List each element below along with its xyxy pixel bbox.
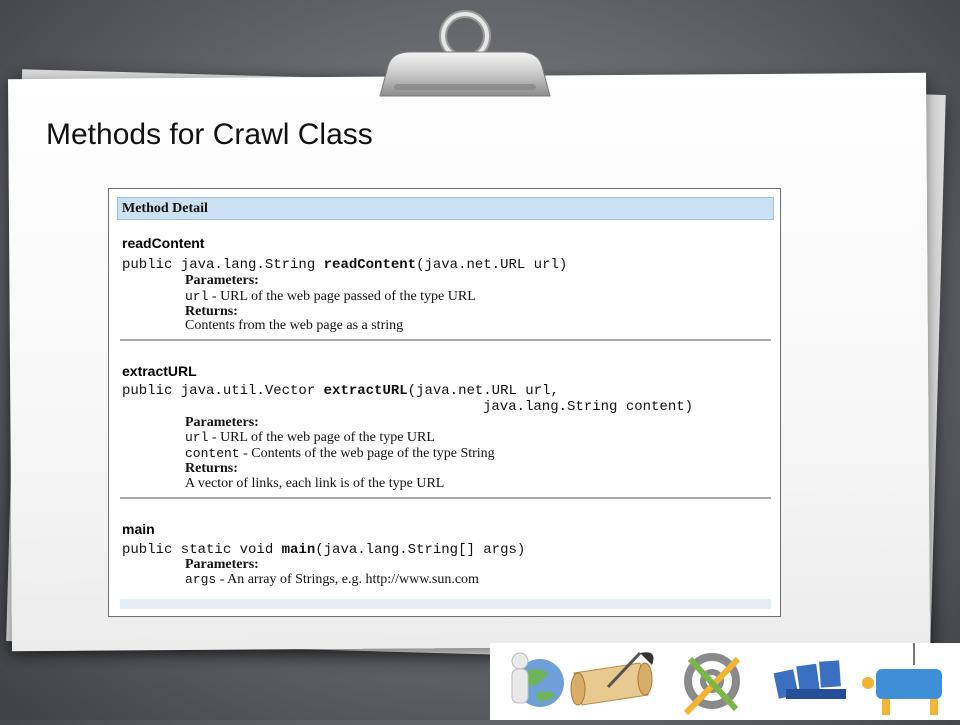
globe-puzzle-icon: [512, 653, 564, 707]
slide-title: Methods for Crawl Class: [46, 118, 373, 151]
parameters-label: Parameters:: [185, 273, 259, 288]
dot-com-icon: [862, 643, 942, 715]
binder-clip-icon: [370, 8, 560, 98]
param-description: url - URL of the web page passed of the type URL: [185, 289, 476, 304]
method-signature-readcontent: public java.lang.String readContent(java.net.URL url): [122, 257, 568, 273]
method-name-readcontent: readContent: [122, 235, 205, 251]
returns-label: Returns:: [185, 461, 238, 476]
section-divider: [120, 497, 771, 499]
method-signature-extracturl: public java.util.Vector extractURL(java.net.URL url,: [122, 383, 559, 399]
param-description: url - URL of the web page of the type URL: [185, 430, 435, 445]
parameters-label: Parameters:: [185, 415, 259, 430]
method-signature-main: public static void main(java.lang.String[] args): [122, 542, 526, 558]
returns-label: Returns:: [185, 304, 238, 319]
at-sign-tools-icon: [686, 657, 738, 713]
param-description: args - An array of Strings, e.g. http://www.sun.com: [185, 572, 479, 587]
method-signature-extracturl-continued: java.lang.String content): [483, 399, 694, 415]
returns-description: A vector of links, each link is of the type URL: [185, 476, 445, 491]
method-name-extracturl: extractURL: [122, 363, 197, 379]
method-name-main: main: [122, 521, 155, 537]
method-detail-header: Method Detail: [117, 197, 774, 220]
param-description: content - Contents of the web page of the type String: [185, 446, 495, 461]
method-detail-panel: [108, 188, 781, 617]
scroll-quill-icon: [571, 652, 654, 705]
parameters-label: Parameters:: [185, 557, 259, 572]
decorative-icon-strip: [490, 643, 960, 720]
method-detail-footer-bar: [120, 599, 771, 609]
www-blocks-icon: [774, 660, 846, 699]
returns-description: Contents from the web page as a string: [185, 318, 404, 333]
section-divider: [120, 339, 771, 341]
